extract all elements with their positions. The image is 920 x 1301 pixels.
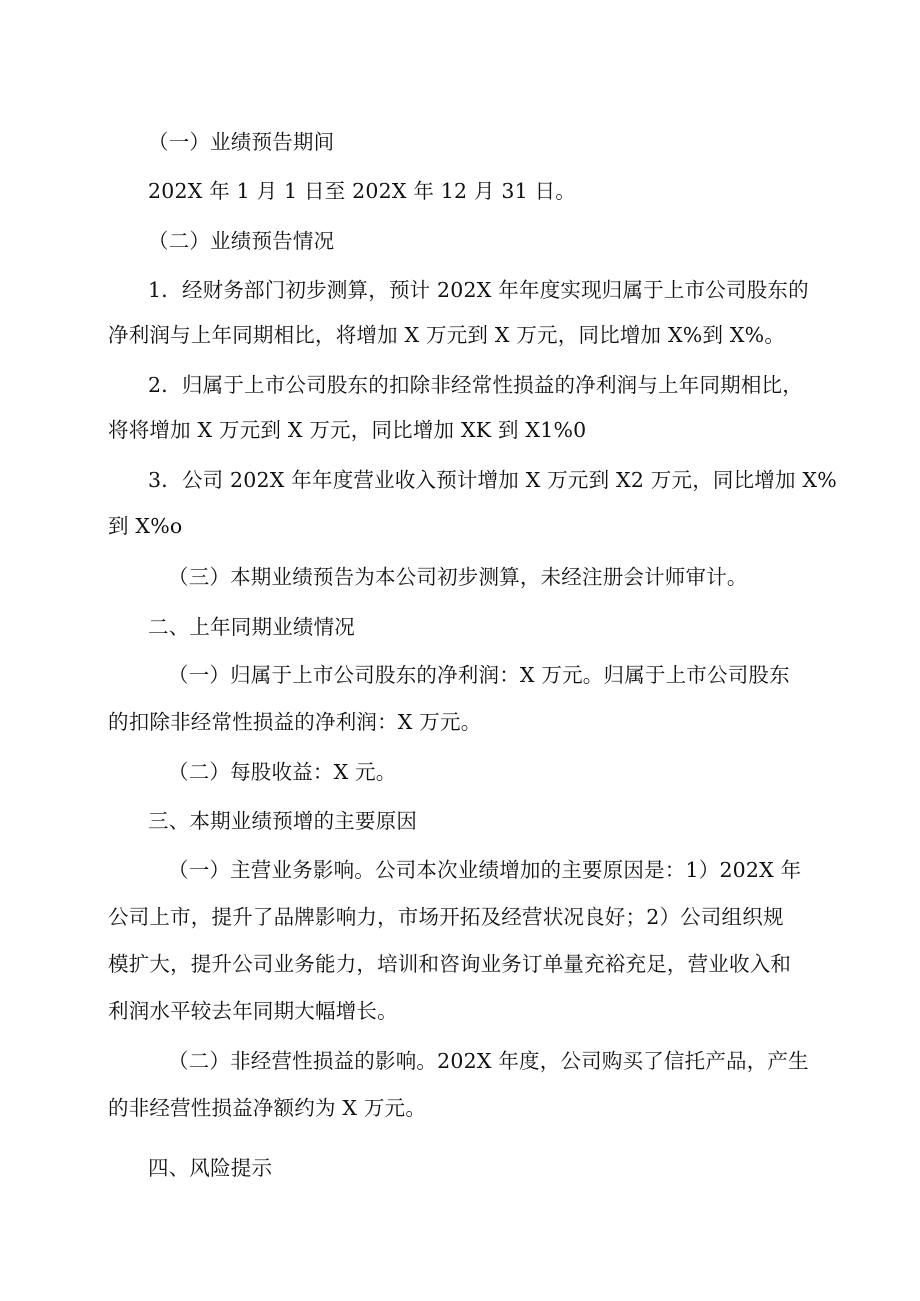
heading-main-reasons: 三、本期业绩预增的主要原因	[148, 809, 418, 833]
prior-year-eps: （二）每股收益：X 元。	[168, 760, 397, 784]
prior-year-line-2: 的扣除非经常性损益的净利润：X 万元。	[108, 710, 482, 734]
paragraph-3-line-2: 到 X%o	[108, 514, 183, 538]
paragraph-2-line-1: 2．归属于上市公司股东的扣除非经常性损益的净利润与上年同期相比，	[148, 373, 803, 397]
paragraph-1-line-2: 净利润与上年同期相比，将增加 X 万元到 X 万元，同比增加 X%到 X%。	[108, 323, 786, 347]
reason-1-line-1: （一）主营业务影响。公司本次业绩增加的主要原因是：1）202X 年	[168, 858, 802, 882]
paragraph-3-line-1: 3．公司 202X 年年度营业收入预计增加 X 万元到 X2 万元，同比增加 X%	[148, 468, 837, 492]
reason-1-line-4: 利润水平较去年同期大幅增长。	[108, 999, 398, 1023]
paragraph-2-line-2: 将将增加 X 万元到 X 万元，同比增加 XK 到 X1%0	[108, 418, 587, 442]
forecast-period-text: 202X 年 1 月 1 日至 202X 年 12 月 31 日。	[148, 179, 576, 203]
paragraph-1-line-1: 1．经财务部门初步测算，预计 202X 年年度实现归属于上市公司股东的	[148, 278, 809, 302]
reason-1-line-3: 模扩大，提升公司业务能力，培训和咨询业务订单量充裕充足，营业收入和	[108, 952, 792, 976]
reason-1-line-2: 公司上市，提升了品牌影响力，市场开拓及经营状况良好；2）公司组织规	[108, 905, 784, 929]
prior-year-line-1: （一）归属于上市公司股东的净利润：X 万元。归属于上市公司股东	[168, 663, 790, 687]
paragraph-audit-note: （三）本期业绩预告为本公司初步测算，未经注册会计师审计。	[168, 565, 748, 589]
subheading-forecast-period: （一）业绩预告期间	[148, 130, 335, 154]
reason-2-line-2: 的非经营性损益净额约为 X 万元。	[108, 1096, 427, 1120]
heading-prior-year-performance: 二、上年同期业绩情况	[148, 615, 355, 639]
reason-2-line-1: （二）非经营性损益的影响。202X 年度，公司购买了信托产品，产生	[168, 1049, 809, 1073]
subheading-forecast-details: （二）业绩预告情况	[148, 229, 335, 253]
heading-risk-warning: 四、风险提示	[148, 1156, 273, 1180]
